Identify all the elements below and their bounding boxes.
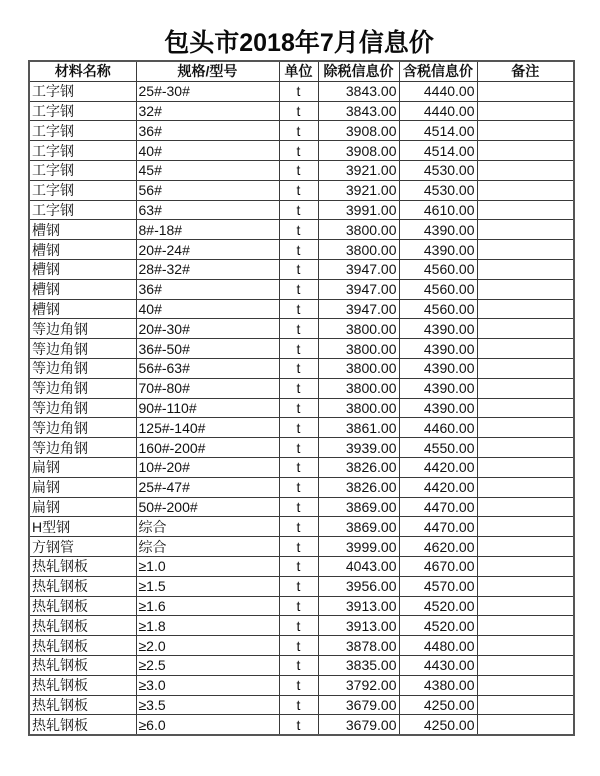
- cell-price-ex-tax: 3800.00: [318, 240, 399, 260]
- cell-material-name: 等边角钢: [29, 319, 136, 339]
- header-remarks: 备注: [477, 61, 574, 81]
- cell-spec-model: 25#-47#: [136, 477, 279, 497]
- cell-material-name: 槽钢: [29, 299, 136, 319]
- table-row: [29, 378, 574, 398]
- cell-remarks: [477, 339, 574, 359]
- cell-spec-model: ≥1.6: [136, 596, 279, 616]
- table-row: [29, 596, 574, 616]
- cell-remarks: [477, 398, 574, 418]
- cell-remarks: [477, 180, 574, 200]
- cell-price-inc-tax: 4470.00: [399, 497, 477, 517]
- cell-price-inc-tax: 4514.00: [399, 141, 477, 161]
- cell-price-ex-tax: 3878.00: [318, 636, 399, 656]
- cell-remarks: [477, 695, 574, 715]
- cell-spec-model: 36#: [136, 121, 279, 141]
- cell-unit: t: [279, 160, 318, 180]
- header-unit: 单位: [279, 61, 318, 81]
- header-material-name: 材料名称: [29, 61, 136, 81]
- table-row: [29, 636, 574, 656]
- table-row: [29, 616, 574, 636]
- cell-price-ex-tax: 3843.00: [318, 81, 399, 101]
- cell-material-name: 热轧钢板: [29, 616, 136, 636]
- cell-unit: t: [279, 477, 318, 497]
- cell-remarks: [477, 81, 574, 101]
- cell-unit: t: [279, 81, 318, 101]
- header-price-ex-tax: 除税信息价: [318, 61, 399, 81]
- cell-price-ex-tax: 3908.00: [318, 121, 399, 141]
- cell-unit: t: [279, 596, 318, 616]
- cell-price-inc-tax: 4670.00: [399, 556, 477, 576]
- cell-material-name: 槽钢: [29, 279, 136, 299]
- cell-spec-model: 40#: [136, 299, 279, 319]
- cell-material-name: 扁钢: [29, 497, 136, 517]
- cell-price-inc-tax: 4390.00: [399, 339, 477, 359]
- cell-price-inc-tax: 4430.00: [399, 655, 477, 675]
- table-row: [29, 259, 574, 279]
- cell-price-inc-tax: 4620.00: [399, 537, 477, 557]
- cell-spec-model: 40#: [136, 141, 279, 161]
- cell-price-ex-tax: 3869.00: [318, 497, 399, 517]
- cell-remarks: [477, 517, 574, 537]
- cell-material-name: 热轧钢板: [29, 576, 136, 596]
- cell-spec-model: ≥6.0: [136, 715, 279, 735]
- cell-material-name: 方钢管: [29, 537, 136, 557]
- cell-price-inc-tax: 4530.00: [399, 180, 477, 200]
- cell-remarks: [477, 675, 574, 695]
- cell-spec-model: 28#-32#: [136, 259, 279, 279]
- cell-remarks: [477, 457, 574, 477]
- cell-unit: t: [279, 299, 318, 319]
- cell-unit: t: [279, 576, 318, 596]
- cell-price-ex-tax: 3800.00: [318, 398, 399, 418]
- cell-material-name: 等边角钢: [29, 378, 136, 398]
- cell-remarks: [477, 537, 574, 557]
- cell-material-name: 等边角钢: [29, 438, 136, 458]
- cell-price-ex-tax: 3947.00: [318, 279, 399, 299]
- cell-spec-model: 20#-30#: [136, 319, 279, 339]
- table-header-row: [29, 61, 574, 81]
- cell-unit: t: [279, 398, 318, 418]
- cell-spec-model: 8#-18#: [136, 220, 279, 240]
- cell-unit: t: [279, 418, 318, 438]
- cell-material-name: 热轧钢板: [29, 715, 136, 735]
- cell-price-ex-tax: 3956.00: [318, 576, 399, 596]
- cell-spec-model: ≥2.5: [136, 655, 279, 675]
- cell-price-inc-tax: 4530.00: [399, 160, 477, 180]
- cell-price-ex-tax: 3921.00: [318, 160, 399, 180]
- table-row: [29, 497, 574, 517]
- cell-remarks: [477, 240, 574, 260]
- cell-price-inc-tax: 4390.00: [399, 319, 477, 339]
- cell-material-name: 扁钢: [29, 457, 136, 477]
- cell-unit: t: [279, 616, 318, 636]
- cell-price-ex-tax: 3947.00: [318, 259, 399, 279]
- cell-material-name: 等边角钢: [29, 358, 136, 378]
- header-price-inc-tax: 含税信息价: [399, 61, 477, 81]
- cell-material-name: 热轧钢板: [29, 655, 136, 675]
- table-row: [29, 517, 574, 537]
- cell-spec-model: 160#-200#: [136, 438, 279, 458]
- cell-price-inc-tax: 4390.00: [399, 358, 477, 378]
- cell-price-ex-tax: 4043.00: [318, 556, 399, 576]
- table-row: [29, 299, 574, 319]
- table-row: [29, 398, 574, 418]
- cell-unit: t: [279, 240, 318, 260]
- table-row: [29, 418, 574, 438]
- table-row: [29, 715, 574, 735]
- cell-material-name: 热轧钢板: [29, 596, 136, 616]
- cell-remarks: [477, 358, 574, 378]
- cell-price-ex-tax: 3869.00: [318, 517, 399, 537]
- cell-material-name: 等边角钢: [29, 418, 136, 438]
- cell-remarks: [477, 616, 574, 636]
- cell-unit: t: [279, 319, 318, 339]
- cell-remarks: [477, 101, 574, 121]
- cell-remarks: [477, 160, 574, 180]
- cell-unit: t: [279, 655, 318, 675]
- cell-spec-model: 36#: [136, 279, 279, 299]
- cell-spec-model: 32#: [136, 101, 279, 121]
- table-row: [29, 141, 574, 161]
- page-title: 包头市2018年7月信息价: [164, 29, 434, 57]
- cell-spec-model: 90#-110#: [136, 398, 279, 418]
- cell-remarks: [477, 655, 574, 675]
- cell-unit: t: [279, 279, 318, 299]
- cell-unit: t: [279, 358, 318, 378]
- cell-remarks: [477, 556, 574, 576]
- cell-unit: t: [279, 556, 318, 576]
- cell-price-inc-tax: 4380.00: [399, 675, 477, 695]
- cell-unit: t: [279, 339, 318, 359]
- cell-material-name: 槽钢: [29, 259, 136, 279]
- cell-unit: t: [279, 200, 318, 220]
- cell-spec-model: ≥1.5: [136, 576, 279, 596]
- table-row: [29, 358, 574, 378]
- cell-price-inc-tax: 4390.00: [399, 240, 477, 260]
- cell-unit: t: [279, 497, 318, 517]
- cell-price-inc-tax: 4514.00: [399, 121, 477, 141]
- cell-price-ex-tax: 3800.00: [318, 358, 399, 378]
- cell-unit: t: [279, 121, 318, 141]
- table-row: [29, 477, 574, 497]
- table-row: [29, 576, 574, 596]
- cell-remarks: [477, 141, 574, 161]
- cell-material-name: 工字钢: [29, 180, 136, 200]
- cell-spec-model: ≥3.5: [136, 695, 279, 715]
- cell-price-inc-tax: 4440.00: [399, 81, 477, 101]
- cell-spec-model: 125#-140#: [136, 418, 279, 438]
- table-row: [29, 160, 574, 180]
- cell-unit: t: [279, 438, 318, 458]
- table-row: [29, 180, 574, 200]
- cell-unit: t: [279, 715, 318, 735]
- cell-remarks: [477, 418, 574, 438]
- cell-price-inc-tax: 4460.00: [399, 418, 477, 438]
- cell-spec-model: 36#-50#: [136, 339, 279, 359]
- cell-price-inc-tax: 4560.00: [399, 299, 477, 319]
- cell-unit: t: [279, 517, 318, 537]
- table-row: [29, 240, 574, 260]
- cell-price-inc-tax: 4520.00: [399, 616, 477, 636]
- price-table: [28, 60, 575, 736]
- cell-price-ex-tax: 3792.00: [318, 675, 399, 695]
- cell-spec-model: 50#-200#: [136, 497, 279, 517]
- cell-price-inc-tax: 4390.00: [399, 220, 477, 240]
- cell-price-ex-tax: 3843.00: [318, 101, 399, 121]
- cell-material-name: 等边角钢: [29, 339, 136, 359]
- header-spec-model: 规格/型号: [136, 61, 279, 81]
- cell-material-name: 槽钢: [29, 220, 136, 240]
- cell-material-name: 热轧钢板: [29, 556, 136, 576]
- cell-price-inc-tax: 4560.00: [399, 279, 477, 299]
- cell-spec-model: 10#-20#: [136, 457, 279, 477]
- cell-price-inc-tax: 4420.00: [399, 477, 477, 497]
- table-row: [29, 655, 574, 675]
- table-body: [29, 81, 574, 735]
- table-row: [29, 695, 574, 715]
- cell-material-name: 工字钢: [29, 200, 136, 220]
- cell-remarks: [477, 121, 574, 141]
- cell-material-name: 热轧钢板: [29, 675, 136, 695]
- cell-unit: t: [279, 101, 318, 121]
- cell-price-inc-tax: 4250.00: [399, 715, 477, 735]
- cell-remarks: [477, 576, 574, 596]
- cell-remarks: [477, 319, 574, 339]
- cell-price-inc-tax: 4570.00: [399, 576, 477, 596]
- cell-spec-model: 45#: [136, 160, 279, 180]
- table-row: [29, 457, 574, 477]
- cell-price-ex-tax: 3800.00: [318, 220, 399, 240]
- cell-price-ex-tax: 3679.00: [318, 715, 399, 735]
- cell-price-inc-tax: 4610.00: [399, 200, 477, 220]
- cell-remarks: [477, 279, 574, 299]
- cell-price-ex-tax: 3800.00: [318, 339, 399, 359]
- cell-spec-model: 63#: [136, 200, 279, 220]
- cell-material-name: 槽钢: [29, 240, 136, 260]
- cell-unit: t: [279, 220, 318, 240]
- cell-price-inc-tax: 4420.00: [399, 457, 477, 477]
- cell-price-ex-tax: 3999.00: [318, 537, 399, 557]
- cell-price-ex-tax: 3939.00: [318, 438, 399, 458]
- table-row: [29, 339, 574, 359]
- table-row: [29, 537, 574, 557]
- cell-unit: t: [279, 695, 318, 715]
- cell-spec-model: 20#-24#: [136, 240, 279, 260]
- cell-material-name: 工字钢: [29, 121, 136, 141]
- cell-price-ex-tax: 3861.00: [318, 418, 399, 438]
- cell-unit: t: [279, 141, 318, 161]
- cell-unit: t: [279, 259, 318, 279]
- cell-price-ex-tax: 3826.00: [318, 457, 399, 477]
- cell-material-name: 扁钢: [29, 477, 136, 497]
- cell-price-ex-tax: 3800.00: [318, 378, 399, 398]
- table-row: [29, 220, 574, 240]
- cell-spec-model: 56#-63#: [136, 358, 279, 378]
- cell-price-ex-tax: 3913.00: [318, 596, 399, 616]
- table-row: [29, 81, 574, 101]
- table-row: [29, 438, 574, 458]
- table-row: [29, 200, 574, 220]
- cell-price-ex-tax: 3800.00: [318, 319, 399, 339]
- cell-price-inc-tax: 4390.00: [399, 378, 477, 398]
- cell-spec-model: ≥3.0: [136, 675, 279, 695]
- cell-spec-model: 70#-80#: [136, 378, 279, 398]
- cell-price-inc-tax: 4560.00: [399, 259, 477, 279]
- cell-price-inc-tax: 4390.00: [399, 398, 477, 418]
- cell-price-ex-tax: 3835.00: [318, 655, 399, 675]
- cell-material-name: 工字钢: [29, 160, 136, 180]
- cell-spec-model: 25#-30#: [136, 81, 279, 101]
- cell-remarks: [477, 200, 574, 220]
- table-row: [29, 279, 574, 299]
- cell-remarks: [477, 715, 574, 735]
- cell-price-ex-tax: 3991.00: [318, 200, 399, 220]
- cell-material-name: 工字钢: [29, 141, 136, 161]
- cell-remarks: [477, 299, 574, 319]
- cell-price-ex-tax: 3908.00: [318, 141, 399, 161]
- cell-price-inc-tax: 4440.00: [399, 101, 477, 121]
- cell-price-inc-tax: 4480.00: [399, 636, 477, 656]
- cell-price-inc-tax: 4550.00: [399, 438, 477, 458]
- cell-unit: t: [279, 180, 318, 200]
- cell-remarks: [477, 596, 574, 616]
- cell-remarks: [477, 636, 574, 656]
- table-row: [29, 101, 574, 121]
- cell-remarks: [477, 259, 574, 279]
- cell-spec-model: ≥2.0: [136, 636, 279, 656]
- table-row: [29, 556, 574, 576]
- cell-material-name: 热轧钢板: [29, 636, 136, 656]
- table-row: [29, 121, 574, 141]
- cell-unit: t: [279, 378, 318, 398]
- cell-spec-model: 56#: [136, 180, 279, 200]
- cell-price-ex-tax: 3921.00: [318, 180, 399, 200]
- cell-unit: t: [279, 675, 318, 695]
- cell-unit: t: [279, 537, 318, 557]
- cell-material-name: 工字钢: [29, 81, 136, 101]
- cell-spec-model: 综合: [136, 537, 279, 557]
- cell-remarks: [477, 220, 574, 240]
- cell-material-name: 等边角钢: [29, 398, 136, 418]
- cell-remarks: [477, 477, 574, 497]
- cell-spec-model: ≥1.0: [136, 556, 279, 576]
- cell-remarks: [477, 497, 574, 517]
- cell-price-ex-tax: 3913.00: [318, 616, 399, 636]
- cell-material-name: 热轧钢板: [29, 695, 136, 715]
- cell-remarks: [477, 378, 574, 398]
- cell-remarks: [477, 438, 574, 458]
- cell-price-ex-tax: 3947.00: [318, 299, 399, 319]
- cell-material-name: 工字钢: [29, 101, 136, 121]
- cell-unit: t: [279, 457, 318, 477]
- cell-price-inc-tax: 4520.00: [399, 596, 477, 616]
- cell-unit: t: [279, 636, 318, 656]
- cell-price-ex-tax: 3826.00: [318, 477, 399, 497]
- table-row: [29, 675, 574, 695]
- cell-price-ex-tax: 3679.00: [318, 695, 399, 715]
- cell-spec-model: 综合: [136, 517, 279, 537]
- cell-price-inc-tax: 4470.00: [399, 517, 477, 537]
- cell-spec-model: ≥1.8: [136, 616, 279, 636]
- cell-material-name: H型钢: [29, 517, 136, 537]
- table-row: [29, 319, 574, 339]
- cell-price-inc-tax: 4250.00: [399, 695, 477, 715]
